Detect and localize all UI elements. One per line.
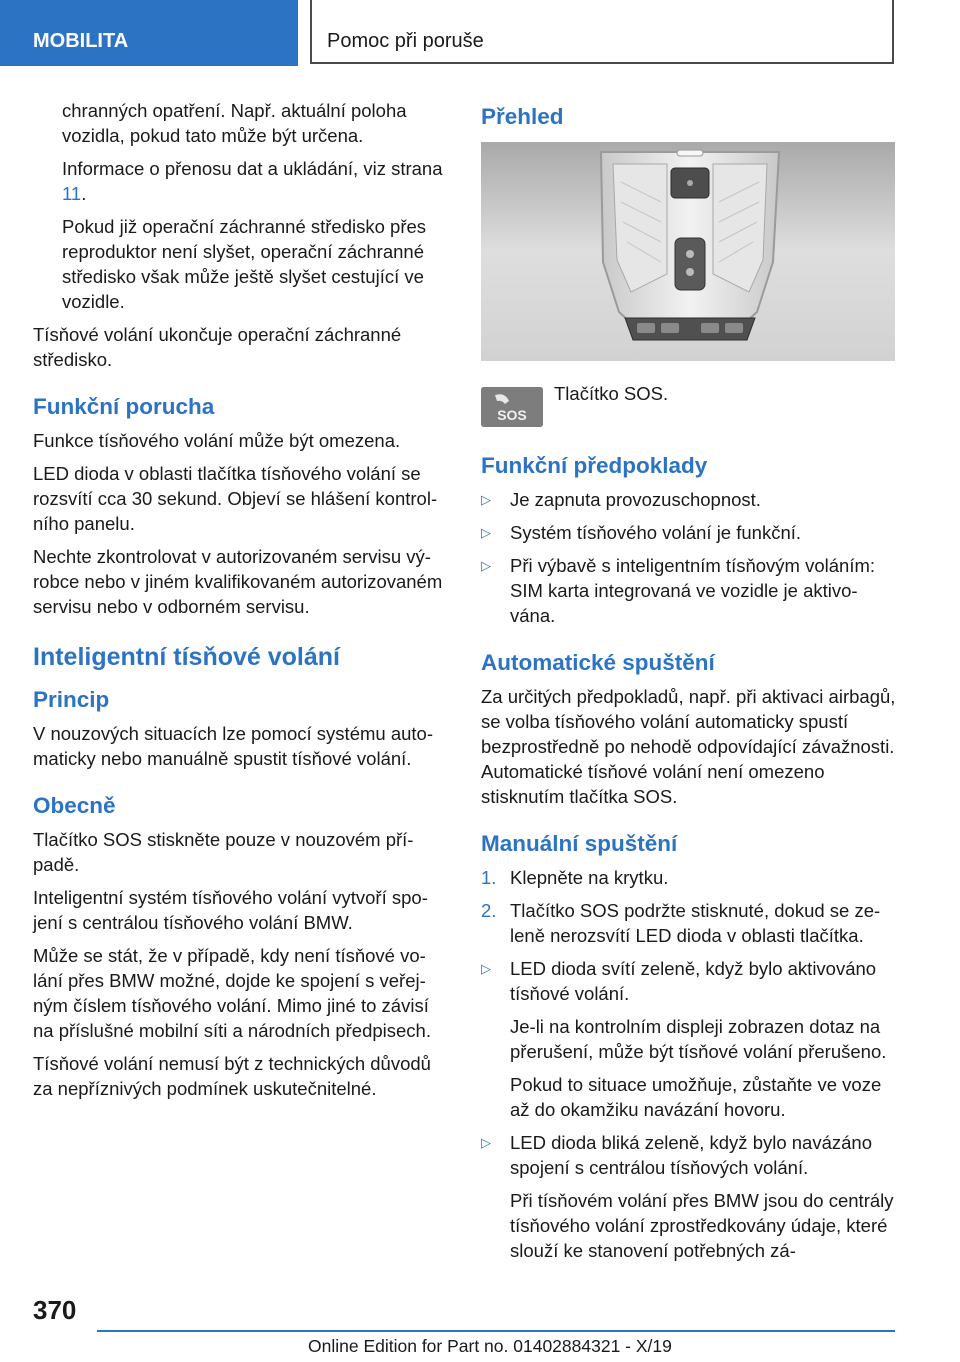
left-column [33,98,448,1109]
paragraph: Funkce tísňového volání může být omezena. [33,430,401,451]
paragraph: Za určitých předpokladů, např. při aktivaci airbagů, se volba tísňového volání automaticky spustí bezprostředně po nehodě odpovídající závažnosti. Automatické tísňové volání není omezeno stisknutím tlačítka SOS. [481,686,896,807]
heading-funkcni-predpoklady: Funkční předpoklady [481,453,708,478]
list-item-text: LED dioda bliká zeleně, když bylo navázáno spojení s centrálou tísňových volání. [510,1132,873,1178]
list-item-text: Je zapnuta provozuschopnost. [510,489,761,510]
paragraph: Tlačítko SOS stiskněte pouze v nouzovém případě. [33,829,414,875]
list-item [481,487,896,512]
page-link[interactable]: 11 [62,183,82,204]
list-item [481,553,896,628]
paragraph: Pokud to situace umožňuje, zůstaňte ve voze až do okamžiku navázání hovoru. [510,1074,882,1120]
triangle-bullet-icon: ▷ [481,558,491,573]
heading-obecne: Obecně [33,793,116,818]
paragraph: Při tísňovém volání přes BMW jsou do centrály tísňového volání zprostředkovány údaje, které slouží ke stanovení potřebných zá- [510,1190,894,1261]
sos-button-icon [481,387,543,427]
section-tab: MOBILITA [0,0,298,66]
sos-button-legend [481,383,896,431]
triangle-bullet-icon: ▷ [481,1135,491,1150]
list-item [481,520,896,545]
paragraph: V nouzových situacích lze pomocí systému automaticky nebo manuálně spustit tísňové volání. [33,723,434,769]
right-column [481,98,896,1271]
step-number: 2. [481,900,497,921]
heading-princip: Princip [33,687,110,712]
paragraph: Pokud již operační záchranné středisko přes reproduktor není slyšet, operační záchranné středisko však může ještě slyšet cestující ve vozidle. [62,216,427,312]
paragraph: Může se stát, že v případě, kdy není tísňové volání přes BMW možné, dojde ke spojení s veřejným číslem tísňového volání. Mimo jiné to závisí na příslušné mobilní síti a národních předpisech. [33,945,431,1041]
paragraph: Nechte zkontrolovat v autorizovaném servisu výrobce nebo v jiném kvalifikovaném autorizovaném servisu nebo v odborném servisu. [33,546,443,617]
step-number: 1. [481,867,497,888]
triangle-bullet-icon: ▷ [481,961,491,976]
sos-caption: Tlačítko SOS. [554,383,669,404]
step-text: Tlačítko SOS podržte stisknuté, dokud se zeleně nerozsvítí LED dioda v oblasti tlačítka. [510,900,881,946]
step-item [481,865,896,890]
step-text: Klepněte na krytku. [510,867,669,888]
paragraph: LED dioda v oblasti tlačítka tísňového volání se rozsvítí cca 30 sekund. Objeví se hlášení kontrolního panelu. [33,463,438,534]
list-item-text: LED dioda svítí zeleně, když bylo aktivováno tísňové volání. [510,958,877,1004]
list-item [481,1130,896,1180]
sos-icon-text: SOS [497,407,527,423]
footer-divider [97,1330,895,1332]
paragraph: Tísňové volání nemusí být z technických důvodů za nepříznivých podmínek uskutečnitelné. [33,1053,431,1099]
paragraph: Tísňové volání ukončuje operační záchranné středisko. [33,324,402,370]
paragraph: chranných opatření. Např. aktuální poloha vozidla, pokud tato může být určena. [62,100,407,146]
paragraph [33,156,448,206]
page-number: 370 [33,1295,77,1325]
paragraph: Inteligentní systém tísňového volání vytvoří spojení s centrálou tísňového volání BMW. [33,887,428,933]
list-item [481,956,896,1006]
paragraph-text: . [81,183,87,204]
overhead-console-photo [481,142,895,361]
edition-info: Online Edition for Part no. 01402884321 - X/19 [308,1336,672,1356]
paragraph-text: Informace o přenosu dat a ukládání, viz strana [62,158,443,179]
chapter-title: Pomoc při poruše [310,0,894,64]
heading-manualni-spusteni: Manuální spuštění [481,831,678,856]
step-item [481,898,896,948]
list-item-text: Systém tísňového volání je funkční. [510,522,802,543]
paragraph: Je-li na kontrolním displeji zobrazen dotaz na přerušení, může být tísňové volání přerušeno. [510,1016,887,1062]
triangle-bullet-icon: ▷ [481,525,491,540]
page-header [0,0,960,66]
heading-prehled: Přehled [481,104,564,129]
overhead-console-illustration [481,142,895,361]
heading-inteligentni-volani: Inteligentní tísňové volání [33,643,340,671]
heading-funkcni-porucha: Funkční porucha [33,394,215,419]
list-item-text: Při výbavě s inteligentním tísňovým voláním: SIM karta integrovaná ve vozidle je aktivována. [510,555,876,626]
heading-automaticke-spusteni: Automatické spuštění [481,650,715,675]
triangle-bullet-icon: ▷ [481,492,491,507]
